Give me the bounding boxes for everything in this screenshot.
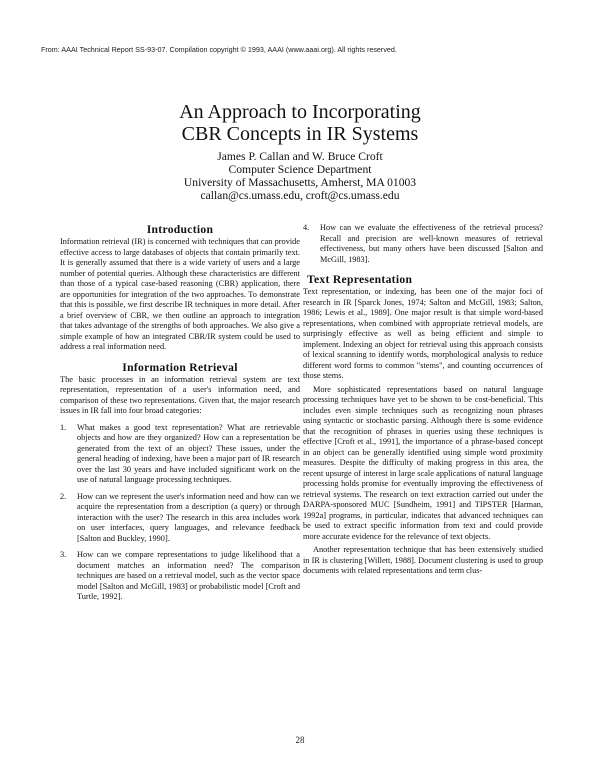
text-representation-paragraph-1: Text representation, or indexing, has been one of the major foci of research in IR [Sparck Jones, 1974; Salton and McGill, 1983; Salton, 1986; Lewis et al., 1989]. One major result is that simple word-based representations, when combined with appropriate retrieval models, are surprisingly effective as well as being efficient and simple to implement. Indexing an object for retrieval using this approach consists of lexical scanning to identify words, morphological analysis to reduce different word forms to common "stems", and counting occurrences of those stems. <box>303 287 543 380</box>
text-representation-paragraph-2: More sophisticated representations based on natural language processing techniques have yet to be shown to be cost-beneficial. This includes even simple techniques such as recognizing noun phrases using syntactic or stochastic parsing. Although there is some evidence that the recognition of phrases in queries using these techniques is effective [Croft et al., 1991], the importance of a phrase-based concept in an object can be generally identified using simple word proximity measures. Despite the difficulty of making progress in this area, the recent upsurge of interest in large scale applications of natural language processing holds promise for eventually improving the effectiveness of retrieval systems. The research on text extraction carried out under the DARPA-sponsored MUC [Sundheim, 1991] and TIPSTER [Harman, 1992a] programs, in particular, indicates that advanced techniques can be used to extract specific information from text and could provide more accurate evidence for the relevance of text objects. <box>303 384 543 541</box>
text-representation-paragraph-3: Another representation technique that has been extensively studied in IR is clustering [Willett, 1988]. Document clustering is used to group documents with related representations and term clus- <box>303 545 543 575</box>
research-issues-list <box>60 423 300 603</box>
paper-title-line-2: CBR Concepts in IR Systems <box>181 123 419 145</box>
list-item-text: What makes a good text representation? What are retrievable objects and how are they organized? How can a representation be generated from the text of an object? These issues, under the general heading of indexing, have been a major part of IR research over the last 30 years and have included significant work on the use of natural language processing techniques. <box>77 422 300 484</box>
list-item <box>60 423 300 486</box>
introduction-heading: Introduction <box>146 223 214 236</box>
author-block <box>0 150 600 202</box>
author-names: James P. Callan and W. Bruce Croft <box>217 150 383 163</box>
copyright-notice: From: AAAI Technical Report SS-93-07. Compilation copyright © 1993, AAAI (www.aaai.org). All rights reserved. <box>41 45 397 54</box>
list-item-text: How can we evaluate the effectiveness of the retrieval process? Recall and precision are well-known measures of retrieval effectiveness, but many others have been discussed [Salton and McGill, 1983]. <box>320 223 543 264</box>
list-item-number: 4. <box>303 223 310 232</box>
list-item <box>60 492 300 545</box>
list-item <box>303 223 543 265</box>
list-item-number: 1. <box>60 422 67 432</box>
right-column <box>303 223 543 577</box>
list-item-number: 2. <box>60 491 67 501</box>
information-retrieval-heading: Information Retrieval <box>122 360 238 374</box>
information-retrieval-intro: The basic processes in an information retrieval system are text representation, representation of a user's information need, and comparison of these two representations. Given that, the major research issues in IR fall into four broad categories: <box>60 374 300 415</box>
list-item-text: How can we compare representations to judge likelihood that a document matches an information need? The comparison techniques are based on a retrieval model, such as the vector space model [Salton and McGill, 1983] or probabilistic model [Croft and Turtle, 1992]. <box>77 550 300 601</box>
left-column <box>60 223 300 603</box>
introduction-paragraph: Information retrieval (IR) is concerned with techniques that can provide effective access to large databases of objects that contain primarily text. It is generally assumed that there is a wide variety of users and a large number of potential queries. Although these characteristics are different than those of a typical case-based reasoning (CBR) application, there are opportunities for integration of the two approaches. To demonstrate that this is possible, we first describe IR techniques in more detail. After a brief overview of CBR, we then outline an approach to integration that takes advantage of the strengths of both approaches. We also give a simple example of how an integrated CBR/IR system could be used to address a real information need. <box>60 237 300 351</box>
list-item <box>60 550 300 603</box>
list-item-text: How can we represent the user's information need and how can we acquire the representation from a description (a query) or through interaction with the user? The research in this area includes work on user interfaces, query languages, and relevance feedback [Salton and Buckley, 1990]. <box>77 491 300 543</box>
author-emails: callan@cs.umass.edu, croft@cs.umass.edu <box>200 189 400 202</box>
page-number: 28 <box>295 735 305 745</box>
author-university: University of Massachusetts, Amherst, MA 01003 <box>183 176 417 189</box>
text-representation-heading: Text Representation <box>307 273 413 286</box>
author-department: Computer Science Department <box>228 163 372 176</box>
paper-title-line-1: An Approach to Incorporating <box>179 101 421 123</box>
research-issues-list-continued <box>303 223 543 265</box>
list-item-number: 3. <box>60 550 67 559</box>
